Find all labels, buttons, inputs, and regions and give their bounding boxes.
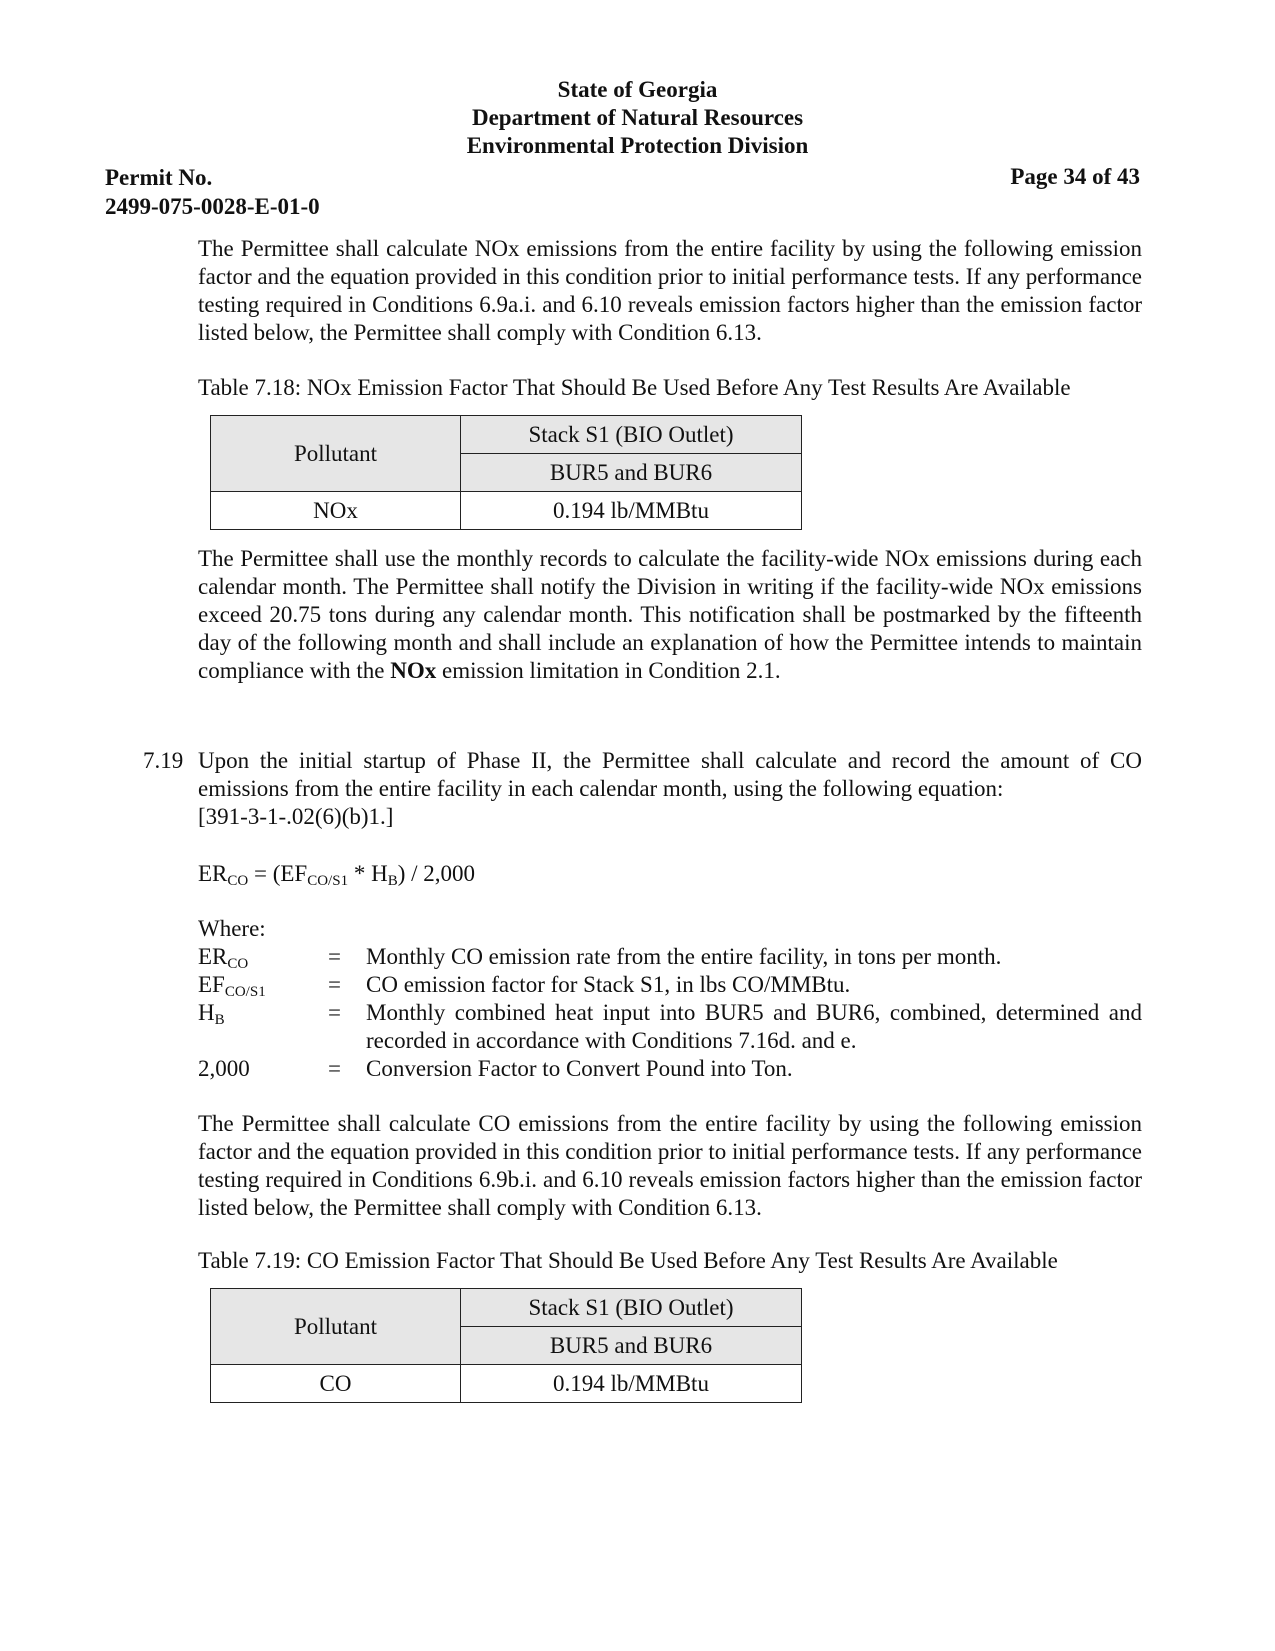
symbol-text: ER [198, 944, 228, 969]
table-7-19 [210, 1288, 802, 1403]
header-department: Department of Natural Resources [471, 105, 804, 130]
equals-sign: = [328, 1000, 341, 1025]
where-symbol: 2,000 [198, 1056, 250, 1081]
definition: Monthly combined heat input into BUR5 and BUR6, combined, determined and recorded in accordance with Conditions 7.16d. and e. [366, 1000, 1142, 1053]
condition-number: 7.19 [143, 748, 184, 773]
equals-sign: = [328, 1056, 341, 1081]
permit-block [105, 163, 320, 221]
condition-7-19-text [198, 747, 1142, 831]
where-symbol [198, 943, 248, 971]
equals-sign: = [328, 972, 341, 997]
page-number: Page 34 of 43 [1010, 164, 1140, 189]
definition: Monthly CO emission rate from the entire facility, in tons per month. [366, 944, 1002, 969]
paragraph-text [198, 545, 1142, 685]
definition: Conversion Factor to Convert Pound into Ton. [366, 1056, 793, 1081]
table-cell-value: 0.194 lb/MMBtu [461, 1365, 802, 1403]
symbol-sub: CO [227, 956, 249, 972]
paragraph-text: The Permittee shall calculate CO emissions from the entire facility by using the following emission factor and the equation provided in this condition prior to initial performance tests. If any performance testing required in Conditions 6.9b.i. and 6.10 reveals emission factors higher than the emission factor listed below, the Permittee shall comply with Condition 6.13. [198, 1111, 1142, 1220]
table-header-pollutant: Pollutant [211, 416, 461, 492]
eq-ef-sub: CO/S1 [307, 873, 349, 889]
header-state: State of Georgia [557, 77, 718, 102]
condition-text: Upon the initial startup of Phase II, the Permittee shall calculate and record the amount of CO emissions from the entire facility in each calendar month, using the following equation: [198, 748, 1142, 801]
eq-er-sub: CO [227, 873, 249, 889]
symbol-text: EF [198, 972, 225, 997]
where-symbol [198, 999, 225, 1027]
eq-mid1: = (EF [248, 861, 308, 886]
eq-er: ER [198, 861, 228, 886]
nox-notification-paragraph [198, 545, 1142, 685]
table-header-burners: BUR5 and BUR6 [461, 454, 802, 492]
paragraph-text-after: emission limitation in Condition 2.1. [436, 658, 781, 683]
symbol-sub: B [214, 1012, 225, 1028]
table-header-pollutant: Pollutant [211, 1289, 461, 1365]
equals-sign: = [328, 944, 341, 969]
permit-label: Permit No. [105, 165, 213, 190]
table-7-18 [210, 415, 802, 530]
symbol-text: H [198, 1000, 215, 1025]
header-division: Environmental Protection Division [466, 133, 809, 158]
co-equation [198, 860, 475, 888]
paragraph-bold-nox: NOx [390, 658, 437, 683]
paragraph-text: The Permittee shall calculate NOx emissions from the entire facility by using the following emission factor and the equation provided in this condition prior to initial performance tests. If any performance testing required in Conditions 6.9a.i. and 6.10 reveals emission factors higher than the emission factor listed below, the Permittee shall comply with Condition 6.13. [198, 236, 1142, 345]
table-cell-pollutant: CO [211, 1365, 461, 1403]
permit-number: 2499-075-0028-E-01-0 [105, 194, 320, 219]
table-header-burners: BUR5 and BUR6 [461, 1327, 802, 1365]
co-calculation-paragraph [198, 1110, 1142, 1222]
where-symbol [198, 971, 266, 999]
where-label: Where: [198, 916, 266, 941]
eq-h-sub: B [387, 873, 398, 889]
table-7-19-caption: Table 7.19: CO Emission Factor That Should Be Used Before Any Test Results Are Available [198, 1248, 1058, 1273]
table-cell-value: 0.194 lb/MMBtu [461, 492, 802, 530]
eq-end: ) / 2,000 [397, 861, 476, 886]
symbol-sub: CO/S1 [224, 984, 266, 1000]
condition-reference: [391-3-1-.02(6)(b)1.] [198, 804, 394, 829]
definition: CO emission factor for Stack S1, in lbs CO/MMBtu. [366, 972, 851, 997]
table-header-stack: Stack S1 (BIO Outlet) [461, 416, 802, 454]
table-cell-pollutant: NOx [211, 492, 461, 530]
table-7-18-caption: Table 7.18: NOx Emission Factor That Should Be Used Before Any Test Results Are Available [198, 375, 1071, 400]
paragraph-text-before: The Permittee shall use the monthly records to calculate the facility-wide NOx emissions during each calendar month. The Permittee shall notify the Division in writing if the facility-wide NOx emissions exceed 20.75 tons during any calendar month. This notification shall be postmarked by the fifteenth day of the following month and shall include an explanation of how the Permittee intends to maintain compliance with the [198, 546, 1142, 683]
eq-mid2: * H [348, 861, 388, 886]
nox-calculation-paragraph [198, 235, 1142, 347]
page-header [0, 76, 1275, 160]
table-header-stack: Stack S1 (BIO Outlet) [461, 1289, 802, 1327]
